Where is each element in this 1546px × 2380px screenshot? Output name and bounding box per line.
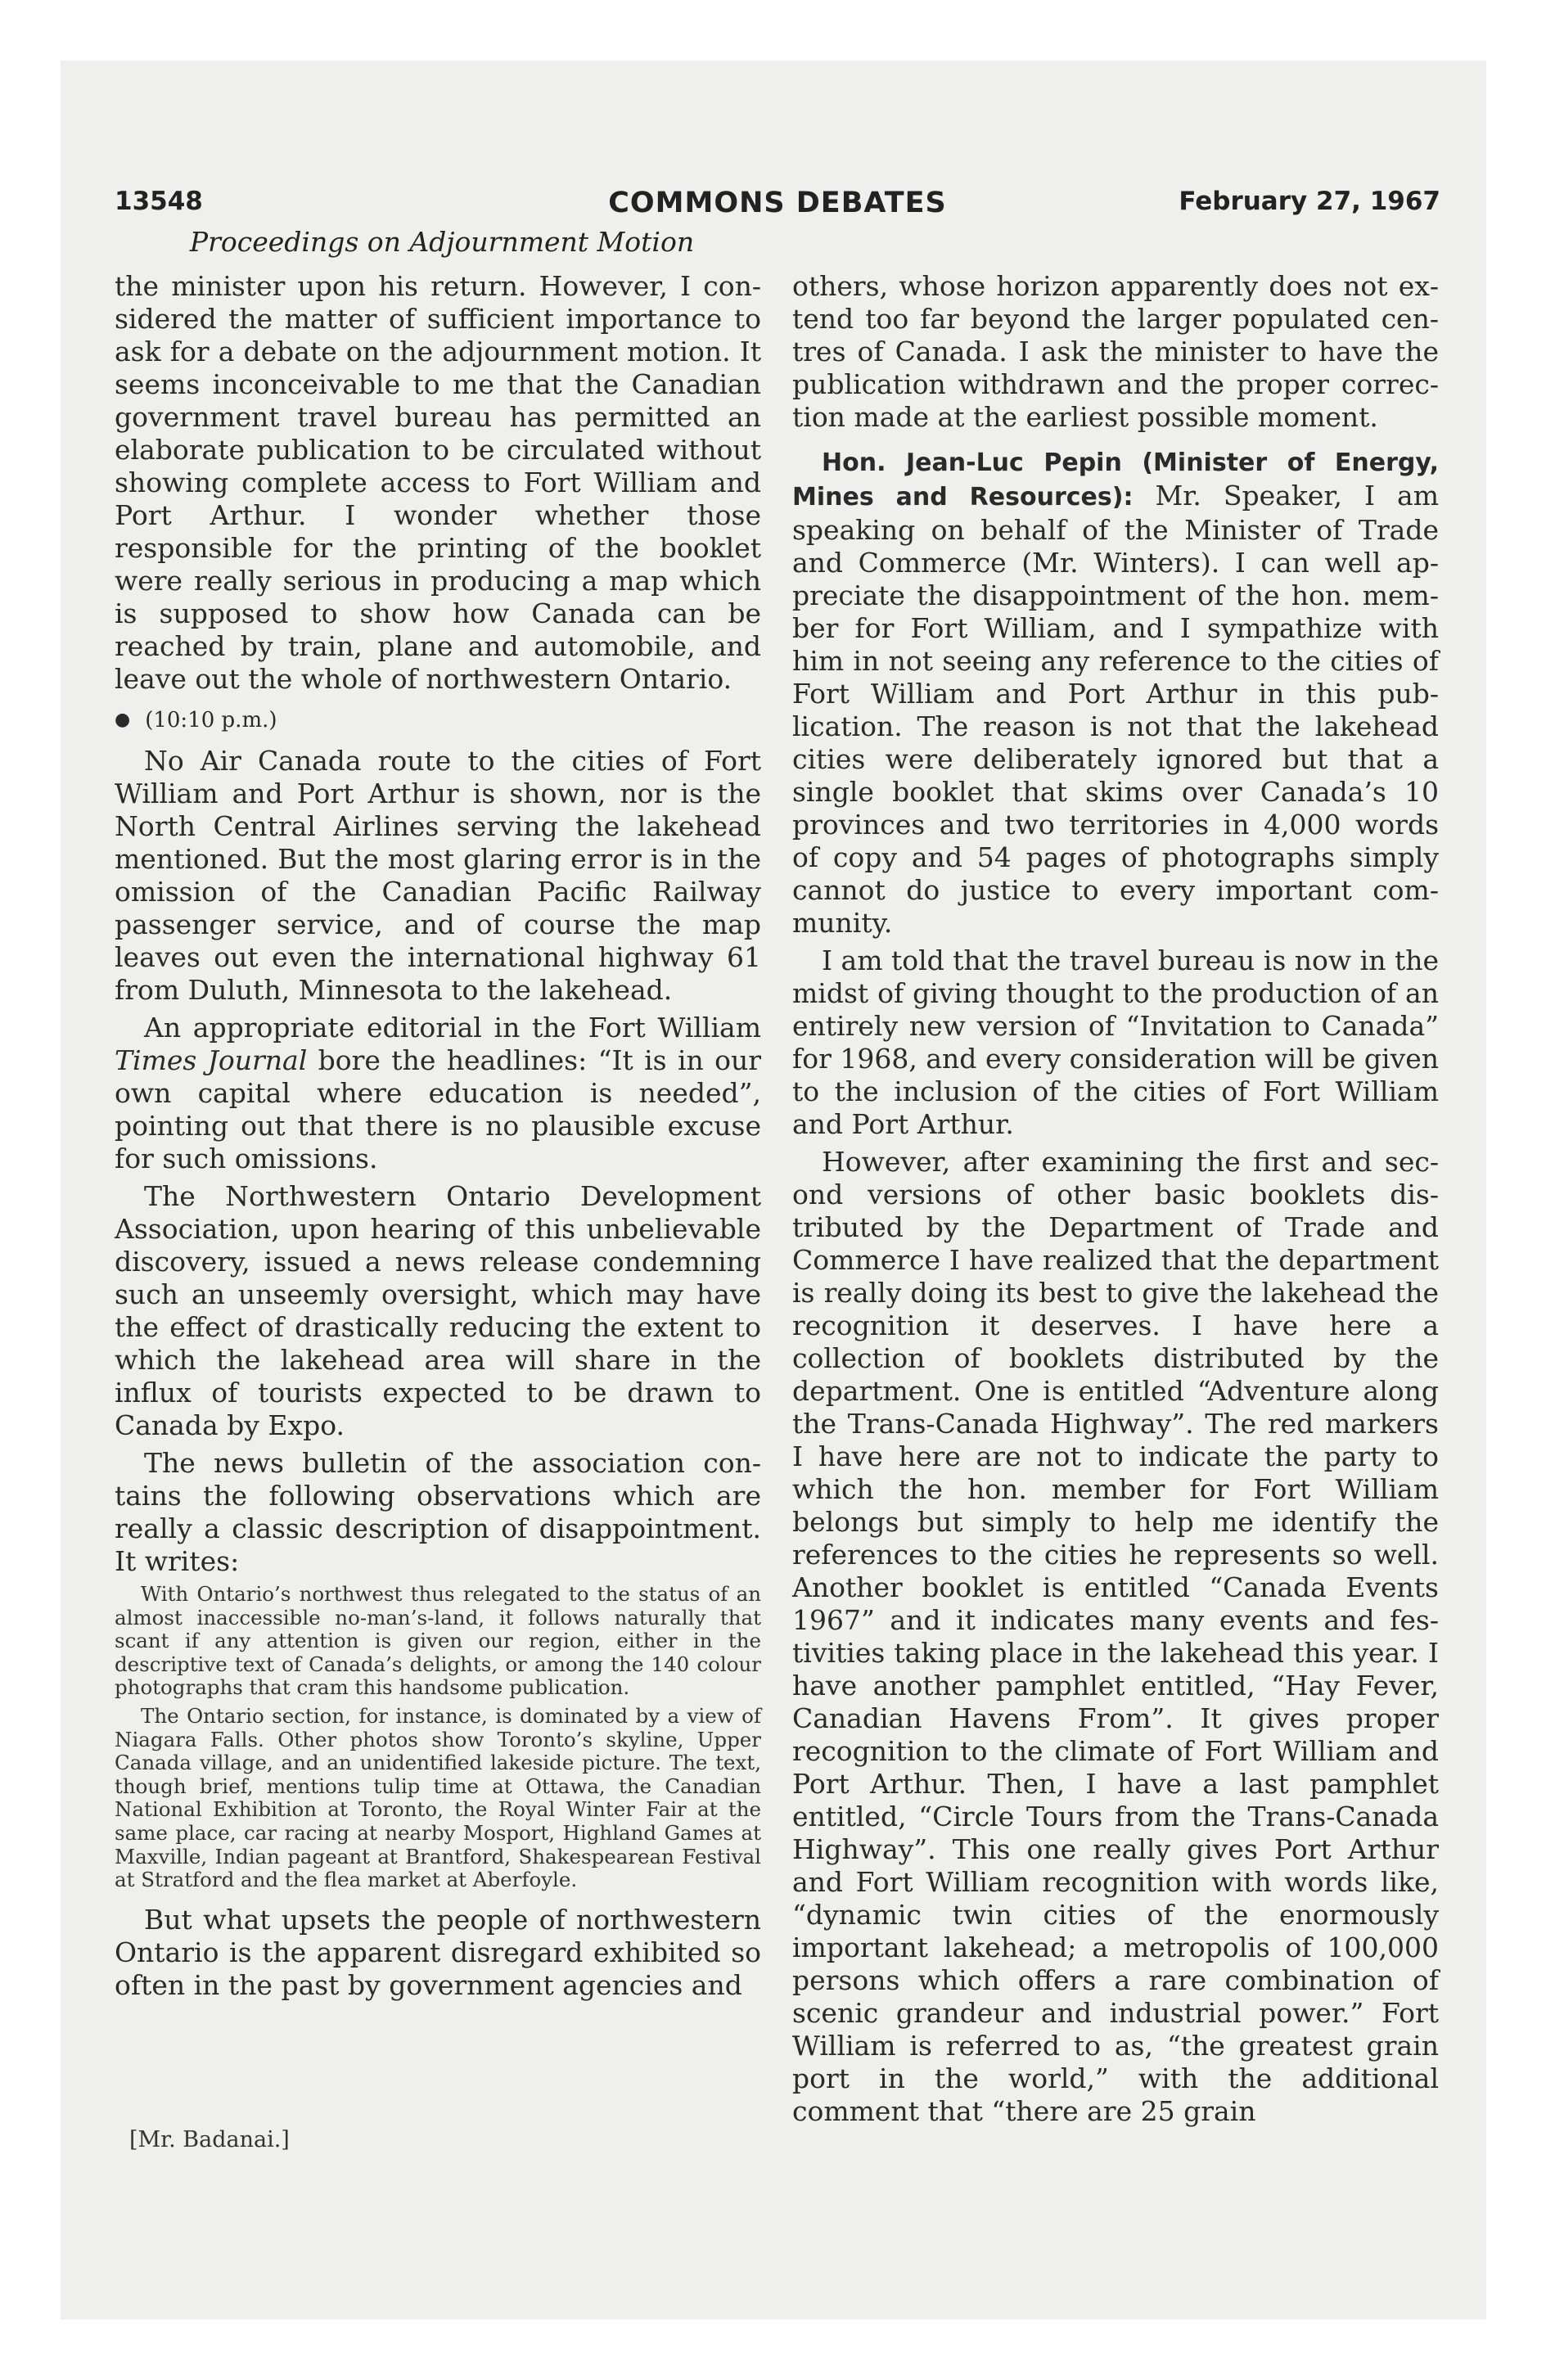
page-date: February 27, 1967 <box>1179 187 1440 216</box>
timestamp-text: (10:10 p.m.) <box>145 708 277 732</box>
paragraph: But what upsets the people of northwestern Ontario is the apparent disregard exhibited so often in the past by government agencies and <box>115 1903 761 2001</box>
paragraph-text: Mr. Speaker, I am speaking on behalf of the Minister of Trade and Commerce (Mr. Winters). I can well appreciate the disappointment of the hon. member for Fort William, and I sympathize with him in not seeing any reference to the cities of Fort William and Port Arthur in this publication. The reason is not that the lakehead cities were deliberately ignored but that a single booklet that skims over Canada’s 10 provinces and two territories in 4,000 words of copy and 54 pages of photographs simply cannot do justice to every important community. <box>792 480 1439 939</box>
newspaper-title: Times Journal <box>115 1044 308 1076</box>
paragraph: others, whose horizon apparently does not extend too far beyond the larger populated centres of Canada. I ask the minister to have the publication withdrawn and the proper correction made at the earliest possible moment. <box>792 270 1439 433</box>
left-column <box>115 270 761 2007</box>
paragraph-text: An appropriate editorial in the Fort William <box>144 1012 761 1044</box>
paragraph: I am told that the travel bureau is now in the midst of giving thought to the production of an entirely new version of “Invitation to Canada” for 1968, and every consideration will be given to the inclusion of the cities of Fort William and Port Arthur. <box>792 944 1439 1140</box>
page-header <box>115 187 1440 228</box>
right-column <box>792 270 1439 2133</box>
paragraph <box>792 445 1439 940</box>
paragraph <box>115 1012 761 1175</box>
section-subheading: Proceedings on Adjournment Motion <box>189 226 695 258</box>
block-quote: With Ontario’s northwest thus relegated to the status of an almost inaccessible no-man’s-land, it follows naturally that scant if any attention is given our region, either in the descriptive text of Canada’s delights, or among the 140 colour photographs that cram this handsome publication. <box>115 1582 761 1700</box>
speaker-name: Hon. Jean-Luc Pepin (Minister of Energy, Mines and Resources): <box>792 449 1439 512</box>
paragraph: No Air Canada route to the cities of Fort William and Port Arthur is shown, nor is the North Central Airlines serving the lakehead mentioned. But the most glaring error is in the omission of the Canadian Pacific Railway passenger service, and of course the map leaves out even the international highway 61 from Duluth, Minnesota to the lakehead. <box>115 745 761 1006</box>
publication-title: COMMONS DEBATES <box>608 187 947 219</box>
paragraph: the minister upon his return. However, I considered the matter of sufficient importance to ask for a debate on the adjournment motion. It seems inconceivable to me that the Canadian government travel bureau has permitted an elaborate publication to be circulated without showing complete access to Fort William and Port Arthur. I wonder whether those responsible for the printing of the booklet were really serious in producing a map which is supposed to show how Canada can be reached by train, plane and automobile, and leave out the whole of northwestern Ontario. <box>115 270 761 695</box>
bullet-icon: ● <box>115 710 131 730</box>
timestamp <box>115 704 761 737</box>
paragraph: The news bulletin of the association contains the following observations which are really a classic description of disappointment. It writes: <box>115 1447 761 1577</box>
page-number: 13548 <box>115 187 203 216</box>
paragraph: The Northwestern Ontario Development Association, upon hearing of this unbelievable discovery, issued a news release condemning such an unseemly oversight, which may have the effect of drastically reducing the extent to which the lakehead area will share in the influx of tourists expected to be drawn to Canada by Expo. <box>115 1180 761 1441</box>
paragraph-text: bore the headlines: “It is in our own capital where education is needed”, pointing out that there is no plausible excuse for such omissions. <box>115 1044 762 1174</box>
block-quote: The Ontario section, for instance, is dominated by a view of Niagara Falls. Other photos show Toronto’s skyline, Upper Canada village, and an unidentified lakeside picture. The text, though brief, mentions tulip time at Ottawa, the Canadian National Exhibition at Toronto, the Royal Winter Fair at the same place, car racing at nearby Mosport, Highland Games at Maxville, Indian pageant at Brantford, Shakespearean Festival at Stratford and the flea market at Aberfoyle. <box>115 1703 761 1892</box>
paragraph: However, after examining the first and second versions of other basic booklets distributed by the Department of Trade and Commerce I have realized that the department is really doing its best to give the lakehead the recognition it deserves. I have here a collection of booklets distributed by the department. One is entitled “Adventure along the Trans-Canada Highway”. The red markers I have here are not to indicate the party to which the hon. member for Fort William belongs but simply to help me identify the references to the cities he represents so well. Another booklet is entitled “Canada Events 1967” and it indicates many events and festivities taking place in the lakehead this year. I have another pamphlet entitled, “Hay Fever, Canadian Havens From”. It gives proper recognition to the climate of Fort William and Port Arthur. Then, I have a last pamphlet entitled, “Circle Tours from the Trans-Canada Highway”. This one really gives Port Arthur and Fort William recognition with words like, “dynamic twin cities of the enormously important lakehead; a metropolis of 100,000 persons which offers a rare combination of scenic grandeur and industrial power.” Fort William is referred to as, “the greatest grain port in the world,” with the additional comment that “there are 25 grain <box>792 1146 1439 2127</box>
speaker-reference: [Mr. Badanai.] <box>129 2127 290 2152</box>
